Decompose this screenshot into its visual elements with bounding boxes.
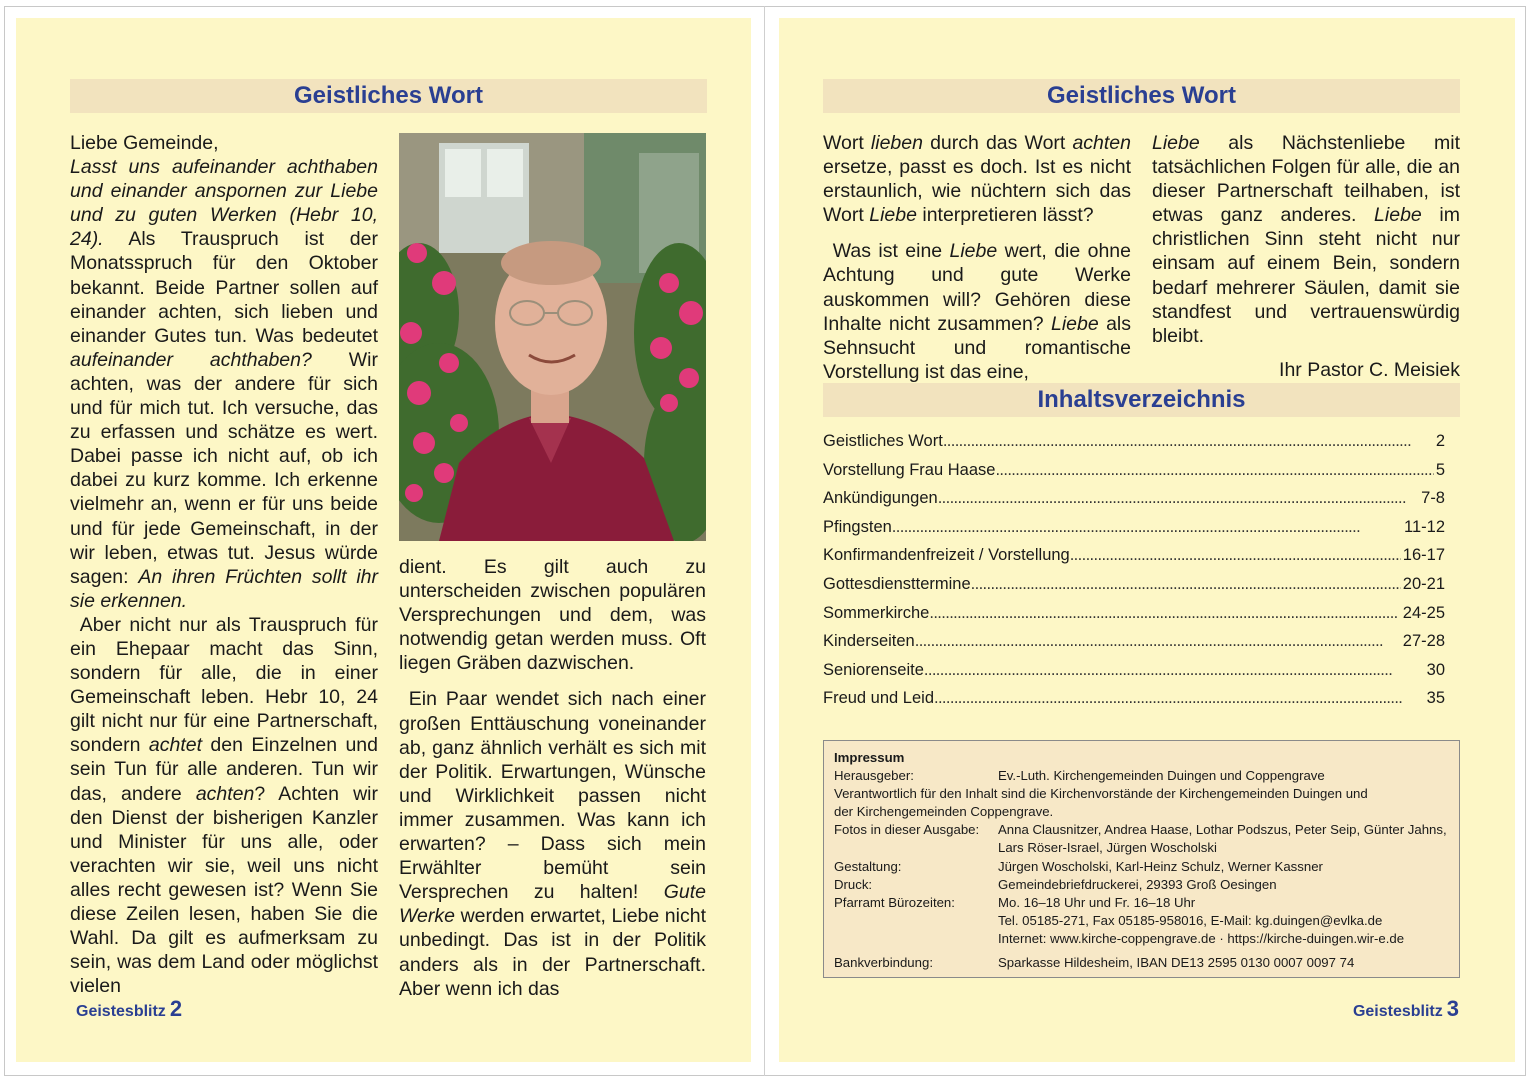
article-paragraph: Lasst uns aufeinander achthaben und einander anspornen zur Liebe und zu guten Werken (Hebr 10, 24). Als Trauspruch ist der Monatsspruch für den Oktober bekannt. Beide Partner sollen auf einander achten, sich lieben und einander Gutes tun. Was bedeutet aufeinander achthaben? Wir achten, was der andere für sich und für mich tut. Ich versuche, das zu erfassen und schätze es wert. Dabei passe ich nicht auf, ob ich dabei zu kurz komme. Ich erkenne vielmehr an, wenn er für uns beide und für jede Gemeinschaft, in der wir leben, etwas tut. Jesus würde sagen: An ihren Früchten sollt ihr sie erkennen. — [70, 156, 379, 612]
impressum-row: Internet: www.kirche-coppengrave.de · https://kirche-duingen.wir-e.de — [998, 930, 1405, 946]
article-paragraph: dient. Es gilt auch zu unterscheiden zwischen populären Versprechungen und dem, was notwendig getan werden muss. Oft liegen Gräben dazwischen. — [399, 556, 706, 675]
footer-label: Geistesblitz — [76, 1003, 166, 1020]
article-column-2 — [399, 555, 706, 1001]
page-left — [16, 18, 751, 1062]
article-paragraph: Liebe als Nächstenliebe mit tatsächlichen Folgen für alle, die an dieser Partnerschaft teilhaben, ist etwas ganz anderes. Liebe im christlichen Sinn steht nicht nur einsam auf einem Bein, sondern bedarf mehrerer Säulen, damit sie standfest und vertrauenswürdig bleibt. — [1152, 132, 1460, 347]
pastor-photo — [399, 133, 706, 541]
article-paragraph: Was ist eine Liebe wert, die ohne Achtung und gute Werke auskommen will? Gehören diese Inhalte nicht zusammen? Liebe als Sehnsucht und romantische Vorstellung ist das eine, — [823, 240, 1131, 383]
page-right — [779, 18, 1515, 1062]
impressum-row: Druck: Gemeindebriefdruckerei, 29393 Groß Oesingen — [834, 876, 1277, 892]
impressum-row: Gestaltung: Jürgen Woscholski, Karl-Heinz Schulz, Werner Kassner — [834, 858, 1323, 874]
impressum-row: Lars Röser-Israel, Jürgen Woscholski — [998, 840, 1217, 856]
toc-entry[interactable]: Konfirmandenfreizeit / Vorstellung . . . 16-17 — [823, 546, 1445, 575]
page-footer — [1353, 996, 1459, 1022]
toc-entry[interactable]: Sommerkirche . . . 24-25 — [823, 604, 1445, 633]
page-footer — [76, 996, 182, 1022]
page-number: 2 — [169, 996, 183, 1021]
portrait-image — [399, 133, 706, 541]
section-heading: Geistliches Wort — [823, 79, 1460, 113]
article-column-2 — [1152, 131, 1460, 382]
toc-heading: Inhaltsverzeichnis — [823, 383, 1460, 417]
article-paragraph: Aber nicht nur als Trauspruch für ein Ehepaar macht das Sinn, sondern für alle, die in einer Gemeinschaft leben. Hebr 10, 24 gilt nicht nur für eine Partnerschaft, sondern achtet den Einzelnen und sein Tun für alle anderen. Tun wir das, andere achten? Achten wir den Dienst der bisherigen Kanzler und Minister für uns alle, oder verachten wir sie, weil uns nicht alles recht gewesen ist? Wenn Sie diese Zeilen lesen, haben Sie die Wahl. Da gilt es aufmerksam zu sein, was dem Land oder möglichst vielen — [70, 613, 378, 998]
article-column-1 — [70, 131, 378, 998]
toc-entry[interactable]: Ankündigungen . . . 7-8 — [823, 489, 1445, 518]
toc-entry[interactable]: Seniorenseite . . . 30 — [823, 661, 1445, 690]
article-paragraph: Wort lieben durch das Wort achten ersetze, passt es doch. Ist es nicht erstaunlich, wie nüchtern sich das Wort Liebe interpretieren lässt? — [823, 132, 1131, 227]
toc-entry[interactable]: Gottesdiensttermine . . . 20-21 — [823, 575, 1445, 604]
toc-entry[interactable]: Kinderseiten . . . 27-28 — [823, 632, 1445, 661]
page-number: 3 — [1446, 996, 1459, 1021]
greeting: Liebe Gemeinde, — [70, 132, 219, 154]
impressum-line: Verantwortlich für den Inhalt sind die Kirchenvorstände der Kirchengemeinden Duingen und — [834, 786, 1368, 802]
footer-label: Geistesblitz — [1352, 1003, 1443, 1020]
impressum-row: Bankverbindung: Sparkasse Hildesheim, IBAN DE13 2595 0130 0007 0097 74 — [834, 955, 1355, 971]
impressum-row: Tel. 05185-271, Fax 05185-958016, E-Mail: kg.duingen@evlka.de — [998, 912, 1383, 928]
impressum-line: der Kirchengemeinden Coppengrave. — [834, 804, 1054, 820]
impressum-row: Herausgeber: Ev.-Luth. Kirchengemeinden Duingen und Coppengrave — [834, 768, 1325, 784]
signature: Ihr Pastor C. Meisiek — [1279, 358, 1460, 381]
toc-entry[interactable]: Pfingsten . . . 11-12 — [823, 518, 1445, 547]
article-column-1 — [823, 131, 1131, 384]
table-of-contents — [823, 432, 1445, 718]
impressum-box — [823, 740, 1460, 978]
impressum-title: Impressum — [834, 750, 905, 765]
toc-entry[interactable]: Freud und Leid . . . 35 — [823, 689, 1445, 718]
page-gutter — [764, 6, 765, 1076]
toc-entry[interactable]: Geistliches Wort . . . 2 — [823, 432, 1445, 461]
section-heading: Geistliches Wort — [70, 79, 707, 113]
impressum-row: Fotos in dieser Ausgabe: Anna Clausnitzer, Andrea Haase, Lothar Podszus, Peter Seip, Günter Jahns, — [834, 822, 1447, 838]
impressum-row: Pfarramt Bürozeiten: Mo. 16–18 Uhr und Fr. 16–18 Uhr — [834, 894, 1196, 910]
toc-entry[interactable]: Vorstellung Frau Haase . . . 5 — [823, 461, 1445, 490]
article-paragraph: Ein Paar wendet sich nach einer großen Enttäuschung voneinander ab, ganz ähnlich verhält es sich mit der Politik. Erwartungen, Wünsche und Wirklichkeit passen nicht immer zusammen. Was kann ich erwarten? – Dass sich mein Erwählter bemüht sein Versprechen zu halten! Gute Werke werden erwartet, Liebe nicht unbedingt. Das ist in der Politik anders als in der Partnerschaft. Aber wenn ich das — [399, 688, 706, 1000]
bible-verse: Lasst uns aufeinander achthaben und einander anspornen zur Liebe und zu guten Werken (Hebr 10, 24). — [70, 156, 378, 251]
